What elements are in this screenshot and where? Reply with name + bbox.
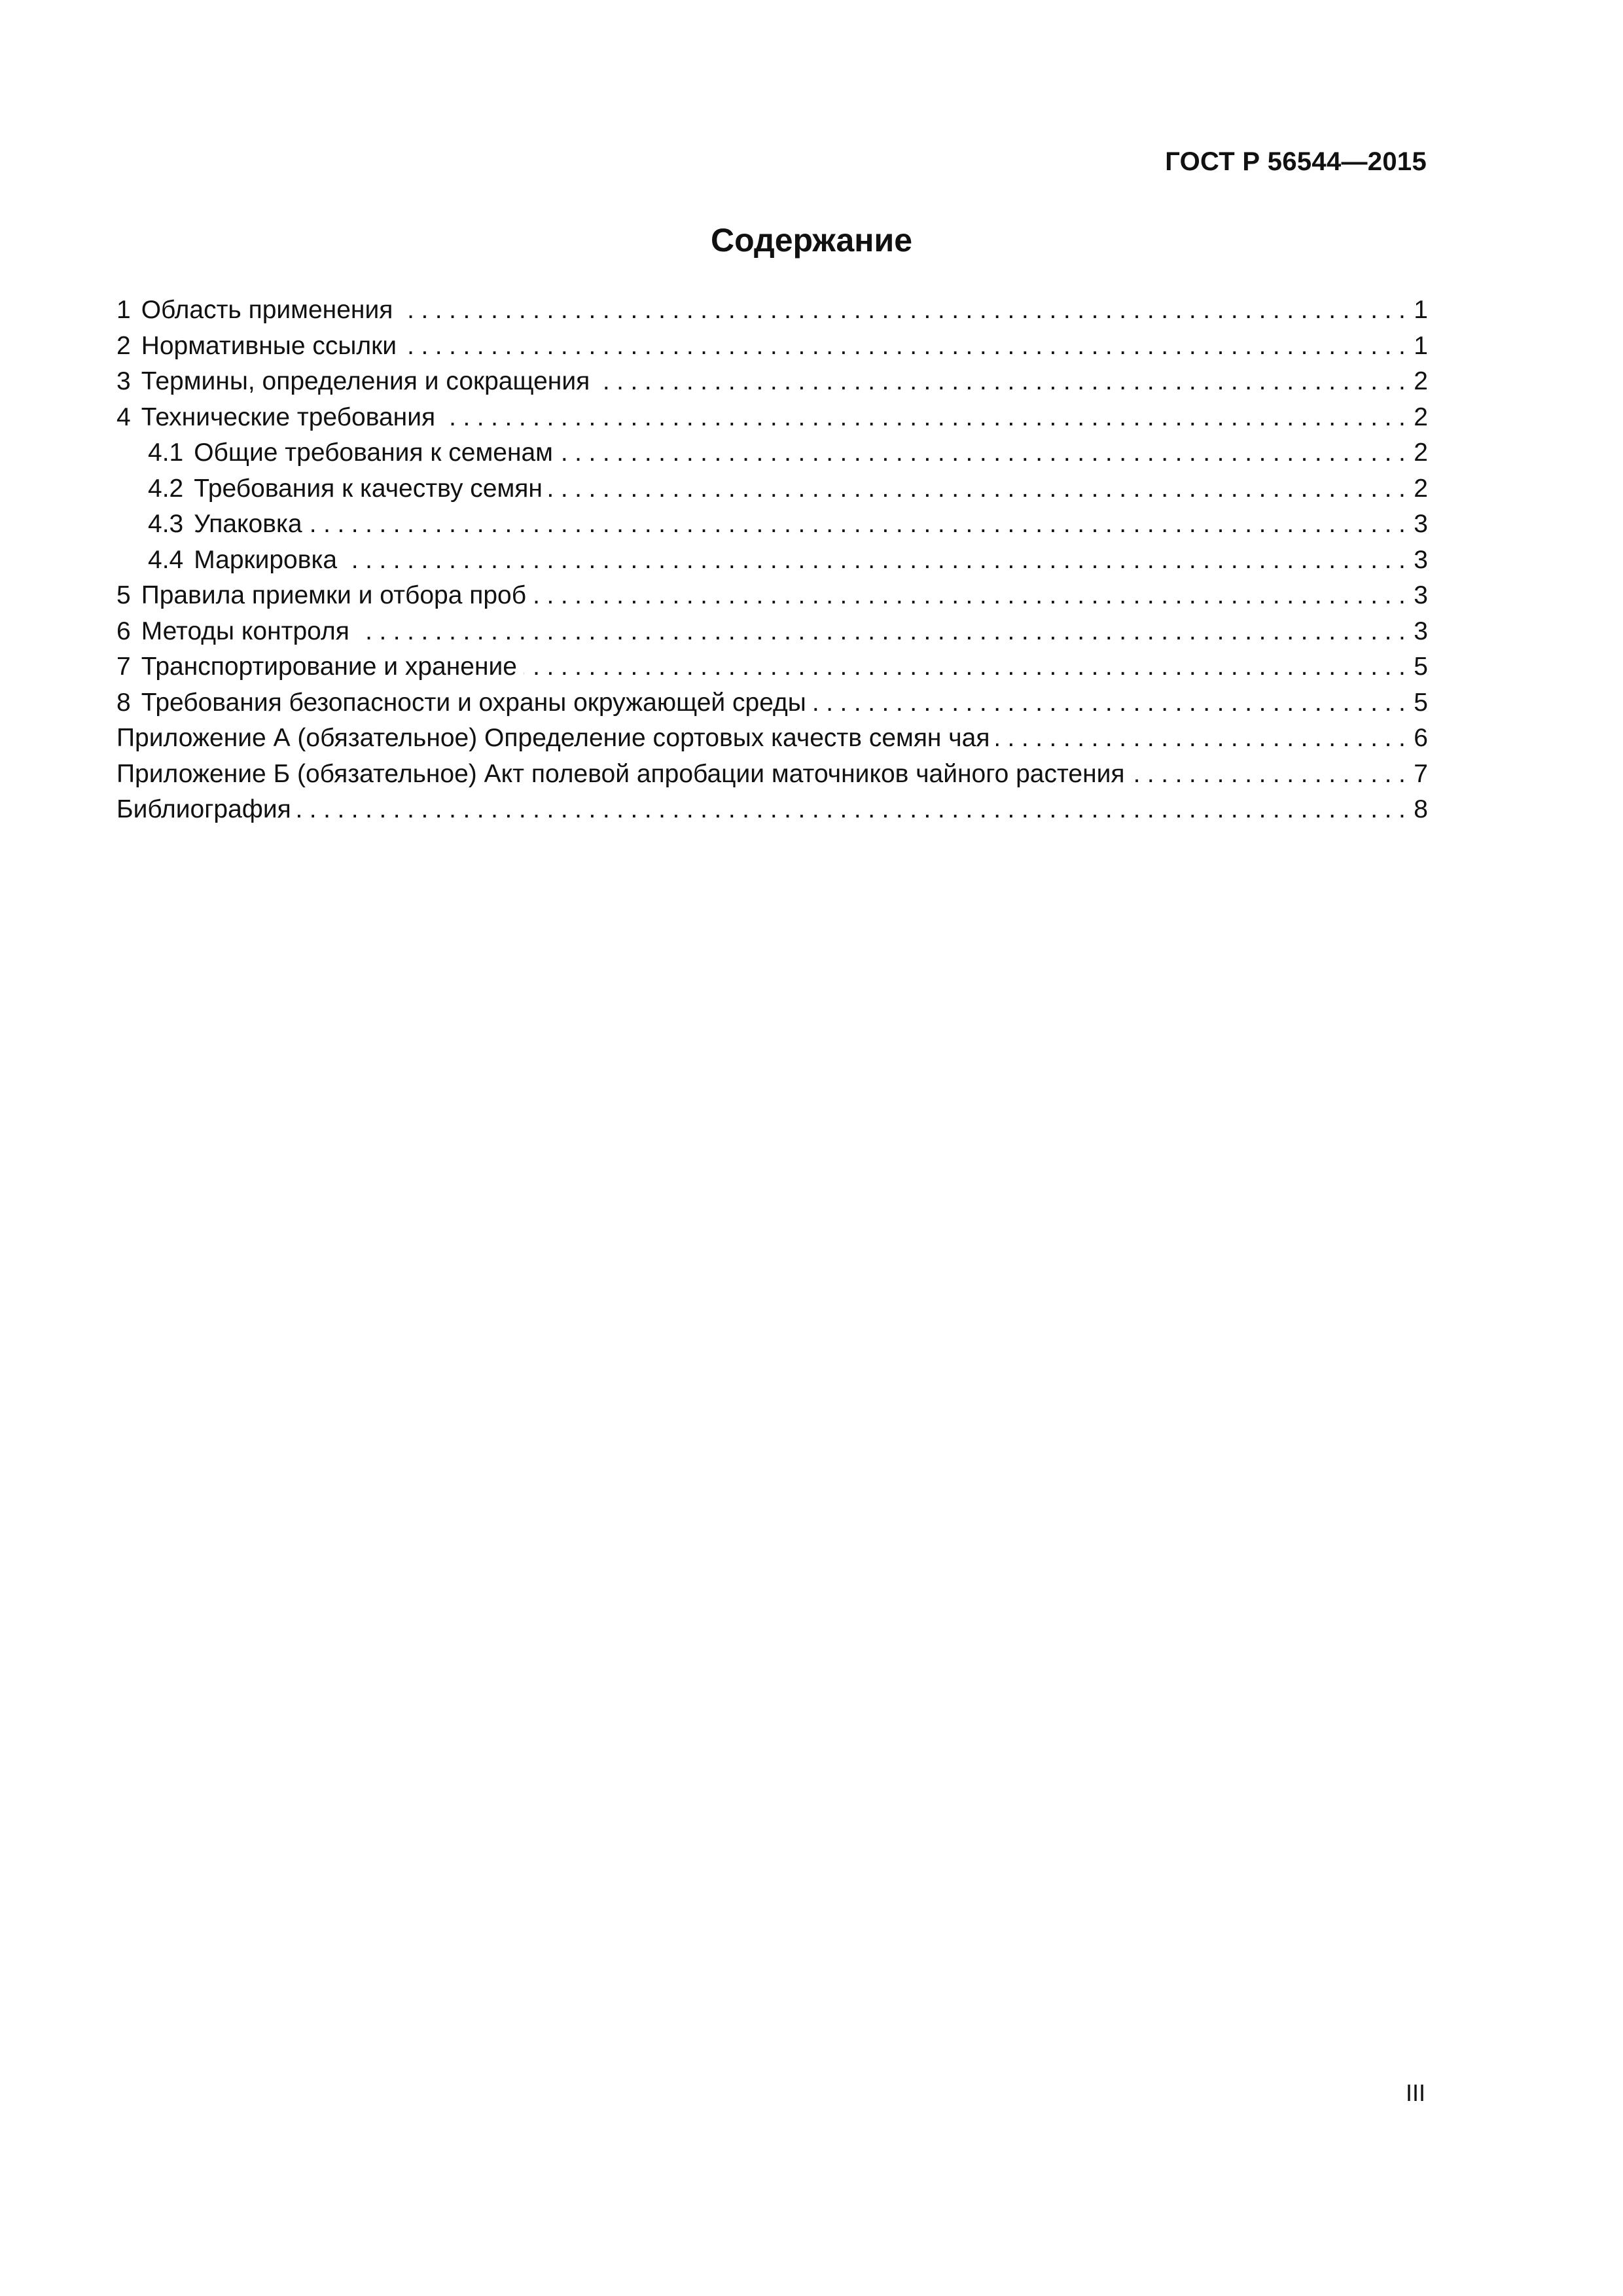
toc-entry-text (116, 685, 813, 721)
toc-entry-number: 3 (116, 367, 131, 395)
toc-leader-dots (399, 293, 1412, 329)
toc-entry-title: Транспортирование и хранение (141, 653, 517, 681)
toc-entry-number: 6 (116, 617, 131, 645)
toc-entry-number: 4.2 (148, 474, 184, 503)
toc-entry[interactable] (116, 578, 1428, 614)
toc-entry-page: 6 (1414, 724, 1428, 752)
toc-entry-number: 4.4 (148, 545, 184, 574)
table-of-contents (116, 293, 1428, 828)
toc-entry-title: Приложение А (обязательное) Определение сортовых качеств семян чая (116, 724, 990, 752)
toc-leader-dots (524, 649, 1412, 685)
toc-subentry[interactable] (116, 435, 1428, 471)
toc-entry-text (116, 400, 442, 436)
toc-entry-text (148, 543, 344, 579)
toc-entry-page: 3 (1414, 545, 1428, 574)
toc-leader-dots (442, 400, 1412, 436)
toc-entry-number: 4 (116, 403, 131, 431)
toc-entry-page: 2 (1414, 439, 1428, 467)
toc-entry-text (116, 614, 356, 650)
toc-entry-title: Приложение Б (обязательное) Акт полевой апробации маточников чайного растения (116, 759, 1125, 788)
toc-entry-text (148, 435, 560, 471)
toc-leader-dots (996, 721, 1412, 757)
toc-leader-dots (356, 614, 1412, 650)
toc-entry-text (116, 578, 533, 614)
toc-leader-dots (1132, 757, 1413, 793)
toc-entry-page: 3 (1414, 581, 1428, 609)
toc-entry-page: 2 (1414, 474, 1428, 503)
toc-leader-dots (403, 329, 1412, 365)
toc-entry-title: Требования безопасности и охраны окружающей среды (141, 688, 806, 717)
toc-leader-dots (533, 578, 1412, 614)
toc-entry-page: 5 (1414, 688, 1428, 717)
toc-entry-title: Термины, определения и сокращения (141, 367, 590, 395)
toc-leader-dots (560, 435, 1412, 471)
toc-entry-text (116, 329, 403, 365)
toc-entry-title: Область применения (141, 296, 393, 324)
toc-entry-page: 3 (1414, 617, 1428, 645)
toc-entry-text (116, 293, 399, 329)
toc-leader-dots (344, 543, 1412, 579)
toc-title: Содержание (710, 222, 913, 259)
toc-entry-title: Упаковка (194, 510, 302, 538)
page-number: III (1405, 2079, 1425, 2106)
toc-entry-title: Требования к качеству семян (194, 474, 543, 503)
document-code: ГОСТ Р 56544—2015 (1165, 147, 1427, 176)
toc-subentry[interactable] (116, 507, 1428, 543)
toc-entry-number: 5 (116, 581, 131, 609)
toc-entry-page: 8 (1414, 795, 1428, 823)
toc-entry-title: Технические требования (141, 403, 436, 431)
toc-entry-title: Методы контроля (141, 617, 349, 645)
toc-subentry[interactable] (116, 543, 1428, 579)
toc-entry[interactable] (116, 364, 1428, 400)
toc-leader-dots (298, 792, 1413, 828)
toc-entry-number: 2 (116, 331, 131, 360)
toc-entry-number: 4.3 (148, 510, 184, 538)
toc-leader-dots (549, 471, 1412, 507)
toc-entry[interactable] (116, 614, 1428, 650)
toc-entry-page: 2 (1414, 367, 1428, 395)
toc-entry-text (116, 792, 298, 828)
toc-entry-number: 8 (116, 688, 131, 717)
toc-entry-title: Нормативные ссылки (141, 331, 397, 360)
toc-entry-bibliography[interactable] (116, 792, 1428, 828)
toc-entry-page: 2 (1414, 403, 1428, 431)
toc-entry-text (116, 757, 1132, 793)
toc-entry-page: 3 (1414, 510, 1428, 538)
toc-entry[interactable] (116, 685, 1428, 721)
toc-entry-page: 5 (1414, 653, 1428, 681)
toc-entry-text (116, 649, 524, 685)
toc-entry-page: 7 (1414, 759, 1428, 788)
toc-entry-appendix-b[interactable] (116, 757, 1428, 793)
toc-entry-number: 1 (116, 296, 131, 324)
toc-leader-dots (309, 507, 1413, 543)
toc-entry-title: Библиография (116, 795, 291, 823)
toc-entry-number: 4.1 (148, 439, 184, 467)
toc-entry-text (148, 471, 549, 507)
toc-entry-page: 1 (1414, 296, 1428, 324)
toc-entry[interactable] (116, 329, 1428, 365)
toc-entry[interactable] (116, 293, 1428, 329)
toc-entry[interactable] (116, 649, 1428, 685)
toc-entry-title: Правила приемки и отбора проб (141, 581, 527, 609)
toc-entry[interactable] (116, 400, 1428, 436)
toc-leader-dots (596, 364, 1412, 400)
toc-entry-text (148, 507, 309, 543)
toc-leader-dots (813, 685, 1412, 721)
toc-entry-text (116, 721, 996, 757)
toc-entry-appendix-a[interactable] (116, 721, 1428, 757)
toc-subentry[interactable] (116, 471, 1428, 507)
toc-entry-number: 7 (116, 653, 131, 681)
toc-entry-text (116, 364, 596, 400)
toc-entry-title: Общие требования к семенам (194, 439, 553, 467)
toc-entry-title: Маркировка (194, 545, 338, 574)
toc-entry-page: 1 (1414, 331, 1428, 360)
